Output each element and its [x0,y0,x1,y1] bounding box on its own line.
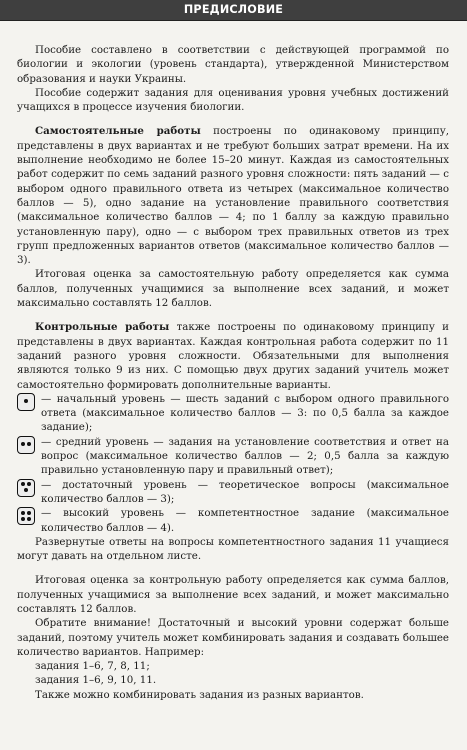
extended-answers-paragraph: Развернутые ответы на вопросы компетентностного задания 11 учащиеся могут давать на отдельном листе. [17,535,449,563]
preface-body [17,43,449,702]
control-final-score-paragraph: Итоговая оценка за контрольную работу определяется как сумма баллов, полученных учащимися за выполнение всех заданий, и может максимально составлять 12 баллов. [17,574,449,615]
independent-work-paragraph [17,124,449,267]
level-text-high: — высокий уровень — компетентностное задание (максимальное количество баллов — 4). [41,507,449,534]
level-item-sufficient [17,478,449,507]
independent-score-paragraph: Итоговая оценка за самостоятельную работу определяется как сумма баллов, полученных учащимися за выполнение всех заданий, и может максимально составлять 12 баллов. [17,268,449,310]
independent-work-heading: Самостоятельные работы [35,125,201,138]
paragraph-gap [17,563,449,573]
level-text-basic: — начальный уровень — шесть заданий с выбором одного правильного ответа (максимальное количество баллов — 3: по 0,5 балла за каждое задание); [41,392,449,434]
level-item-basic [17,392,449,435]
example-combination-2: задания 1–6, 9, 10, 11. [35,674,157,687]
intro-paragraph-2: Пособие содержит задания для оценивания уровня учебных достижений учащихся в процессе изучения биологии. [17,86,449,114]
independent-work-description: построены по одинаковому принципу, представлены в двух вариантах и не требуют больших затрат времени. На их выполнение необходимо не более 15–20 минут. Каждая из самостоятельных работ содержит по семь заданий разного уровня сложности: пять заданий — с выбором одного правильного ответа из четырех (максимальное количество баллов — 5), одно задание на установление правильного соответствия (максимальное количество баллов — 4; по 1 баллу за каждую правильно установленную пару), одно — с выбором трех правильных ответов из трех групп предложенных вариантов ответов (максимальное количество баллов — 3). [17,125,449,267]
four-dots-level-icon [17,507,35,525]
combination-note: Также можно комбинировать задания из разных вариантов. [35,688,364,701]
paragraph-gap [17,114,449,124]
attention-paragraph: Обратите внимание! Достаточный и высокий уровни содержат больше заданий, поэтому учитель может комбинировать задания и создавать большее количество вариантов. Например: [17,617,449,658]
level-text-sufficient: — достаточный уровень — теоретическое вопросы (максимальное количество баллов — 3); [41,478,449,505]
section-title: ПРЕДИСЛОВИЕ [183,3,284,16]
level-text-average: — средний уровень — задания на установление соответствия и ответ на вопрос (максимальное количество баллов — 2; 0,5 балла за каждую правильно установленную пару и правильный ответ); [41,435,449,477]
section-header-bar [0,0,467,21]
level-item-average [17,435,449,478]
two-dots-level-icon [17,436,35,454]
three-dots-level-icon [17,479,35,497]
paragraph-gap [17,310,449,320]
control-work-paragraph [17,320,449,391]
intro-paragraph-1: Пособие составлено в соответствии с действующей программой по биологии и экологии (уровень стандарта), утвержденной Министерством образования и науки Украины. [17,44,449,85]
control-work-heading: Контрольные работы [35,321,170,334]
one-dot-level-icon [17,393,35,411]
control-work-description: также построены по одинаковому принципу и представлены в двух вариантах. Каждая контрольная работа содержит по 11 заданий разного уровня сложности. Обязательными для выполнения являются только 9 из них. С помощью двух других заданий учитель может самостоятельно формировать дополнительные варианты. [17,321,450,391]
level-item-high [17,506,449,535]
example-combination-1: задания 1–6, 7, 8, 11; [35,660,150,673]
